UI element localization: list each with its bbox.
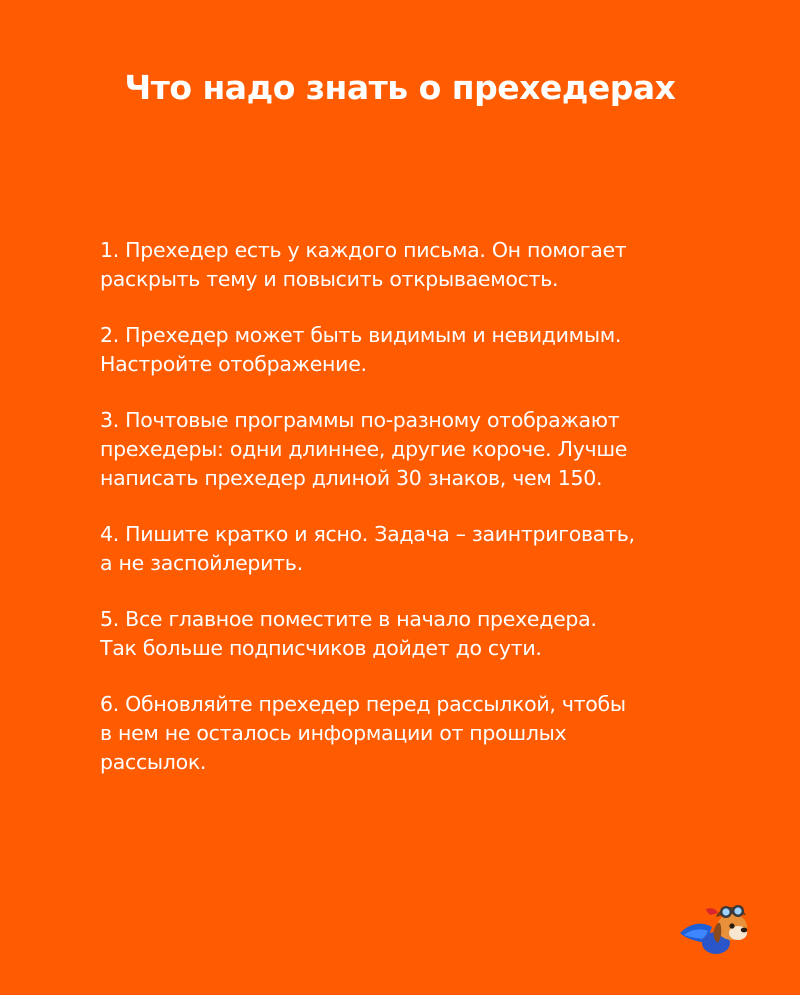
list-item bbox=[100, 321, 740, 379]
item-line: 5. Все главное поместите в начало прехедера. bbox=[100, 607, 597, 631]
tips-list bbox=[100, 236, 740, 804]
item-line: 2. Прехедер может быть видимым и невидимым. bbox=[100, 323, 622, 347]
list-item bbox=[100, 690, 740, 777]
item-line: а не заспойлерить. bbox=[100, 551, 303, 575]
item-line: рассылок. bbox=[100, 750, 207, 774]
item-line: Так больше подписчиков дойдет до сути. bbox=[100, 636, 542, 660]
item-line: 6. Обновляйте прехедер перед рассылкой, чтобы bbox=[100, 692, 626, 716]
item-line: Настройте отображение. bbox=[100, 352, 367, 376]
item-line: 4. Пишите кратко и ясно. Задача – заинтриговать, bbox=[100, 522, 635, 546]
item-line: в нем не осталось информации от прошлых bbox=[100, 721, 567, 745]
item-line: 1. Прехедер есть у каждого письма. Он помогает bbox=[100, 238, 627, 262]
item-line: 3. Почтовые программы по-разному отображают bbox=[100, 408, 620, 432]
item-line: прехедеры: одни длиннее, другие короче. Лучше bbox=[100, 437, 628, 461]
item-line: раскрыть тему и повысить открываемость. bbox=[100, 267, 559, 291]
list-item bbox=[100, 605, 740, 663]
page-title: Что надо знать о прехедерах bbox=[124, 68, 676, 107]
list-item bbox=[100, 406, 740, 493]
list-item bbox=[100, 520, 740, 578]
item-line: написать прехедер длиной 30 знаков, чем 150. bbox=[100, 466, 603, 490]
dog-pilot-mascot-icon bbox=[676, 893, 754, 959]
list-item bbox=[100, 236, 740, 294]
